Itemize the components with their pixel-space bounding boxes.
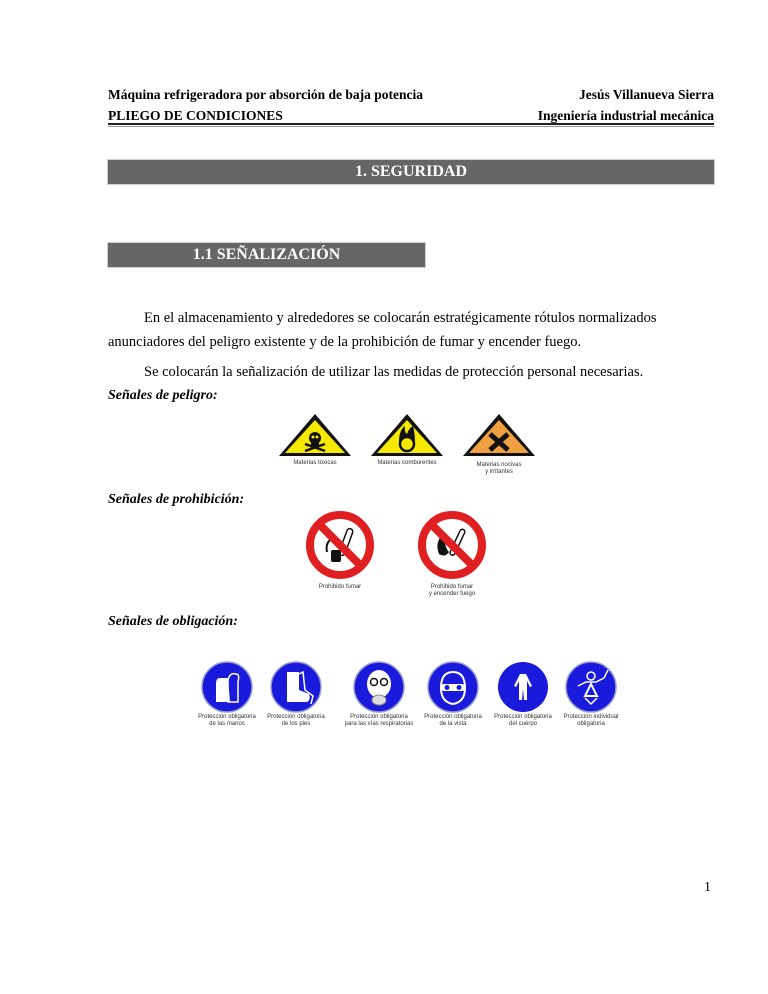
sign-label-line1: Materias nocivas [476,462,522,468]
sign-label-line1: Protección obligatoria [350,714,408,720]
sign-label-line1: Protección obligatoria [198,714,256,720]
sign-label-line2: del cuerpo [508,721,538,727]
header-degree: Ingeniería industrial mecánica [537,108,714,123]
header-rule-secondary [108,126,714,127]
sign-label-line1: Protección obligatoria [267,714,325,720]
paragraph-storage-signage: En el almacenamiento y alrededores se colocarán estratégicamente rótulos normalizados anunciadores del peligro existente y de la prohibición de fumar y encender fuego. [108,310,657,350]
sign-label-line1: Protección individual [563,714,619,720]
harness-icon [564,660,618,714]
danger-signs-heading: Señales de peligro: [108,388,218,403]
mandatory-sign-hands [196,660,258,728]
mandatory-signs-heading: Señales de obligación: [108,614,238,629]
mandatory-sign-body [490,660,556,728]
sign-label: Materias comburentes [377,460,437,466]
section-title: 1. SEGURIDAD [354,163,467,180]
section-heading-bar [108,160,714,184]
sign-label-line2: de las manos [209,721,245,727]
paragraph-personal-protection: Se colocarán la señalización de utilizar las medidas de protección personal necesarias. [144,364,644,380]
sign-label-line2: y encender fuego [428,591,476,597]
mandatory-sign-respiratory [342,660,416,728]
danger-sign-oxidizing [362,412,452,467]
prohibition-signs-heading: Señales de prohibición: [108,492,245,507]
sign-label-line2: de la vista [439,721,467,727]
sign-label-line2: obligatoria [577,721,605,727]
danger-sign-toxic [270,412,360,467]
subsection-title: 1.1 SEÑALIZACIÓN [192,246,341,263]
harmful-x-icon [461,412,537,458]
danger-sign-harmful [454,412,544,476]
sign-label-line2: para las vías respiratorias [344,721,414,727]
header-document-title: Máquina refrigeradora por absorción de baja potencia [108,87,423,102]
no-smoking-icon [305,510,375,580]
prohibition-sign-no-fire [412,510,492,598]
body-suit-icon [496,660,550,714]
subsection-heading-bar [108,243,425,267]
sign-label: Prohibido fumar [318,584,362,590]
gloves-icon [200,660,254,714]
mandatory-sign-feet [265,660,327,728]
respirator-icon [352,660,406,714]
sign-label: Materias tóxicas [293,460,337,466]
header-document-type: PLIEGO DE CONDICIONES [108,108,283,123]
mandatory-sign-harness [558,660,624,728]
sign-label-line2: de los pies [281,721,311,727]
no-fire-icon [417,510,487,580]
sign-label-line1: Prohibido fumar [430,584,474,590]
sign-label-line2: y irritantes [485,469,513,475]
prohibition-sign-no-smoking [300,510,380,591]
toxic-skull-icon [277,412,353,458]
boots-icon [269,660,323,714]
goggles-icon [426,660,480,714]
sign-label-line1: Protección obligatoria [424,714,482,720]
mandatory-sign-eyes [420,660,486,728]
oxidizing-flame-icon [369,412,445,458]
page-number: 1 [704,880,711,895]
header-author: Jesús Villanueva Sierra [578,87,714,102]
header-rule [108,123,714,125]
sign-label-line1: Protección obligatoria [494,714,552,720]
